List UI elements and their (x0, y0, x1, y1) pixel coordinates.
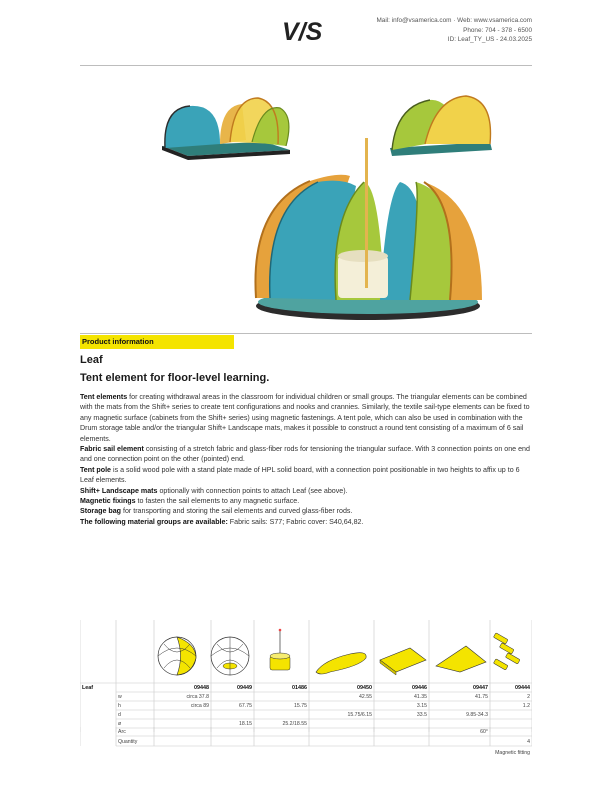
paragraph-storage-bag: Storage bag for transporting and storing the sail elements and curved glass-fiber rods. (80, 507, 353, 516)
tent-configuration-right (390, 96, 492, 156)
contact-mail-web: Mail: info@vsamerica.com · Web: www.vsamerica.com (376, 17, 532, 24)
hero-product-image (80, 86, 532, 326)
spec-extra-rows (80, 727, 532, 757)
thumb-09447 (436, 646, 486, 672)
spec-row-quantity (118, 739, 530, 745)
section-label: Product information (80, 335, 234, 349)
product-description (80, 392, 532, 527)
paragraph-tent-elements: Tent elements for creating withdrawal areas in the classroom for individual children or small groups. The triangular elements can be combined with the mats from the Shift+ series to create tent configurations and nooks and crannies. Similarly, the textile sail-type elements can be fixed to any magnetic surface (cabinets from the Shift+ series) using magnetic fastenings. A tent pole, which can also be used in combination with the Drum storage table and/or the triangular Shift+ Landscape mats, makes it possible to construct a round tent consisting of a maximum of 6 sail elements. (80, 393, 530, 443)
svg-text:3.15: 3.15 (416, 703, 427, 709)
svg-text:circa 89: circa 89 (190, 703, 209, 709)
paragraph-tent-pole: Tent pole is a solid wood pole with a stand plate made of HPL solid board, with a connection point positionable in two heights to affix up to 6 Leaf elements. (80, 465, 520, 485)
spec-row-arc (118, 729, 488, 735)
section-divider (80, 333, 532, 334)
svg-text:9.85-34.3: 9.85-34.3 (466, 712, 488, 718)
product-title: Leaf (80, 354, 103, 366)
svg-text:41.75: 41.75 (475, 694, 488, 700)
paragraph-fabric-sail: Fabric sail element consisting of a stretch fabric and glass-fiber rods for tensioning the triangular surface. With 3 connection points on one end and one connection point on the other (pointed) end. (80, 445, 530, 464)
spec-grid (80, 620, 532, 732)
svg-text:60°: 60° (480, 729, 488, 735)
spec-code-row (194, 685, 530, 691)
svg-text:33.5: 33.5 (416, 712, 427, 718)
contact-block (376, 16, 532, 45)
spec-row-h (118, 703, 530, 709)
paragraph-material-groups: The following material groups are available: Fabric sails: S77; Fabric cover: S40,64,82. (80, 517, 364, 526)
svg-text:41.35: 41.35 (414, 694, 427, 700)
spec-footnote: Magnetic fitting (495, 750, 530, 756)
svg-text:4: 4 (527, 739, 530, 745)
code-09450: 09450 (357, 685, 372, 691)
svg-text:circa 37.8: circa 37.8 (186, 694, 209, 700)
thumb-09450 (316, 653, 366, 674)
tent-round-main (255, 138, 482, 320)
spec-row-d (118, 712, 488, 718)
svg-text:25.2/18.55: 25.2/18.55 (282, 721, 307, 727)
code-09446: 09446 (412, 685, 427, 691)
svg-text:Quantity: Quantity (118, 739, 138, 745)
thumb-01486 (270, 629, 290, 670)
svg-text:d: d (118, 712, 121, 718)
spec-table (80, 620, 532, 732)
svg-text:h: h (118, 703, 121, 709)
spec-row-label: Leaf (82, 685, 94, 691)
tent-configuration-left (162, 98, 290, 160)
svg-text:1.2: 1.2 (522, 703, 530, 709)
contact-phone: Phone: 704 - 378 - 6500 (463, 26, 532, 34)
paragraph-magnetic-fixings: Magnetic fixings to fasten the sail elements to any magnetic surface. (80, 497, 300, 506)
svg-text:18.15: 18.15 (239, 721, 252, 727)
logo-text: V/S (282, 18, 323, 44)
thumb-09449 (211, 637, 249, 675)
paragraph-landscape-mats: Shift+ Landscape mats optionally with connection points to attach Leaf (see above). (80, 486, 348, 495)
svg-text:42.55: 42.55 (359, 694, 372, 700)
code-09444: 09444 (515, 685, 530, 691)
thumb-09448 (158, 637, 196, 675)
code-01486: 01486 (292, 685, 307, 691)
thumb-09444 (493, 633, 520, 670)
svg-text:15.75: 15.75 (294, 703, 307, 709)
thumb-09446 (380, 648, 426, 675)
code-09448: 09448 (194, 685, 209, 691)
svg-text:67.75: 67.75 (239, 703, 252, 709)
svg-text:w: w (118, 694, 122, 700)
product-subtitle: Tent element for floor-level learning. (80, 372, 270, 384)
document-id: ID: Leaf_TY_US - 24.03.2025 (447, 36, 532, 44)
svg-text:2: 2 (527, 694, 530, 700)
brand-logo (282, 18, 332, 49)
code-09447: 09447 (473, 685, 488, 691)
svg-text:Arc: Arc (118, 729, 126, 735)
svg-text:15.75/6.15: 15.75/6.15 (347, 712, 372, 718)
svg-text:ø: ø (118, 721, 122, 727)
code-09449: 09449 (237, 685, 252, 691)
top-divider (80, 65, 532, 66)
spec-row-w (118, 694, 530, 700)
